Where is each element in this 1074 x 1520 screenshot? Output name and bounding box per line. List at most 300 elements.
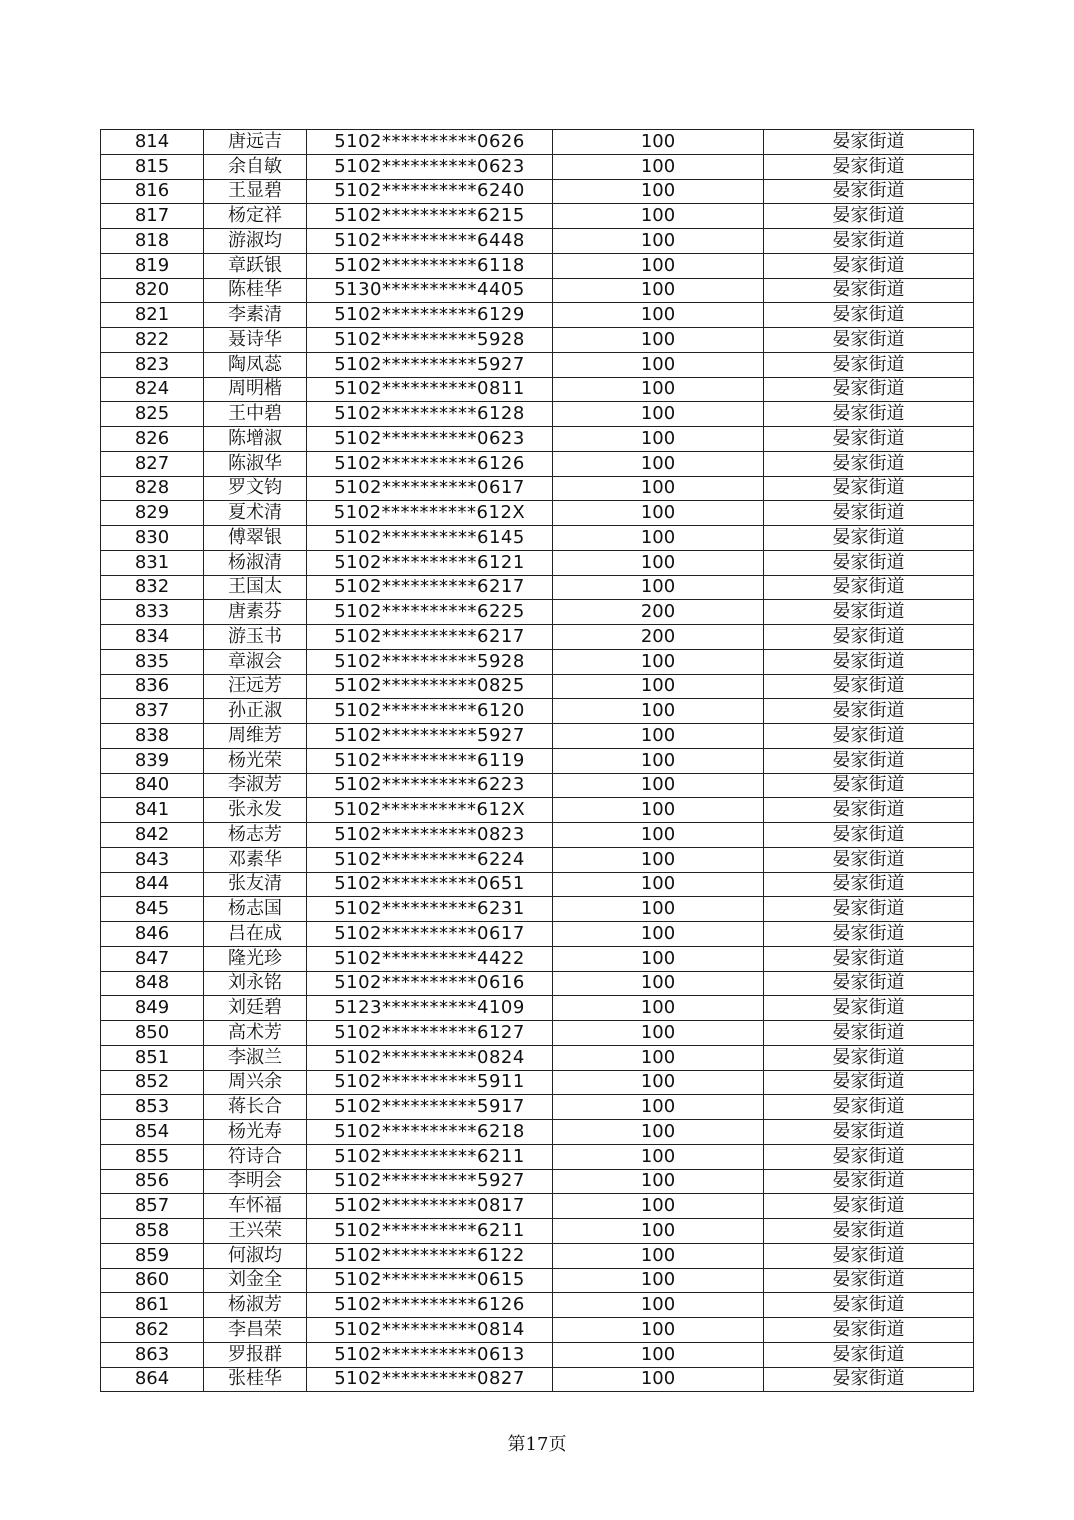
name-cell: 周维芳 [204, 724, 307, 749]
name-cell: 罗文钧 [204, 476, 307, 501]
name-cell: 陈淑华 [204, 451, 307, 476]
id-number-cell: 5102**********6120 [307, 699, 553, 724]
amount-cell: 100 [553, 154, 764, 179]
row-number-cell: 819 [101, 253, 204, 278]
id-number-cell: 5102**********5927 [307, 724, 553, 749]
amount-cell: 100 [553, 823, 764, 848]
subdistrict-cell: 晏家街道 [764, 600, 974, 625]
name-cell: 高术芳 [204, 1021, 307, 1046]
subdistrict-cell: 晏家街道 [764, 427, 974, 452]
name-cell: 汪远芳 [204, 674, 307, 699]
amount-cell: 100 [553, 303, 764, 328]
amount-cell: 100 [553, 1268, 764, 1293]
subdistrict-cell: 晏家街道 [764, 847, 974, 872]
name-cell: 章淑会 [204, 649, 307, 674]
amount-cell: 100 [553, 922, 764, 947]
amount-cell: 100 [553, 946, 764, 971]
amount-cell: 100 [553, 402, 764, 427]
table-row [101, 897, 974, 922]
amount-cell: 100 [553, 748, 764, 773]
id-number-cell: 5102**********6211 [307, 1144, 553, 1169]
row-number-cell: 860 [101, 1268, 204, 1293]
amount-cell: 100 [553, 847, 764, 872]
subdistrict-cell: 晏家街道 [764, 798, 974, 823]
id-number-cell: 5102**********0613 [307, 1342, 553, 1367]
amount-cell: 100 [553, 897, 764, 922]
amount-cell: 100 [553, 476, 764, 501]
id-number-cell: 5102**********6225 [307, 600, 553, 625]
id-number-cell: 5102**********0615 [307, 1268, 553, 1293]
amount-cell: 100 [553, 699, 764, 724]
row-number-cell: 834 [101, 625, 204, 650]
subdistrict-cell: 晏家街道 [764, 1194, 974, 1219]
name-cell: 蒋长合 [204, 1095, 307, 1120]
row-number-cell: 849 [101, 996, 204, 1021]
id-number-cell: 5102**********6129 [307, 303, 553, 328]
name-cell: 周明楷 [204, 377, 307, 402]
row-number-cell: 832 [101, 575, 204, 600]
id-number-cell: 5102**********0651 [307, 872, 553, 897]
table-row [101, 724, 974, 749]
table-row [101, 625, 974, 650]
row-number-cell: 818 [101, 229, 204, 254]
amount-cell: 100 [553, 229, 764, 254]
id-number-cell: 5102**********0623 [307, 427, 553, 452]
table-row [101, 402, 974, 427]
name-cell: 李淑兰 [204, 1045, 307, 1070]
subdistrict-cell: 晏家街道 [764, 352, 974, 377]
table-row [101, 328, 974, 353]
amount-cell: 100 [553, 204, 764, 229]
amount-cell: 200 [553, 625, 764, 650]
name-cell: 唐远吉 [204, 130, 307, 155]
row-number-cell: 863 [101, 1342, 204, 1367]
table-row [101, 1021, 974, 1046]
table-row [101, 550, 974, 575]
id-number-cell: 5102**********6118 [307, 253, 553, 278]
name-cell: 张友清 [204, 872, 307, 897]
table-row [101, 1318, 974, 1343]
table-row [101, 1070, 974, 1095]
id-number-cell: 5102**********6217 [307, 625, 553, 650]
name-cell: 王显碧 [204, 179, 307, 204]
row-number-cell: 838 [101, 724, 204, 749]
row-number-cell: 815 [101, 154, 204, 179]
name-cell: 章跃银 [204, 253, 307, 278]
table-row [101, 600, 974, 625]
row-number-cell: 852 [101, 1070, 204, 1095]
amount-cell: 100 [553, 1243, 764, 1268]
table-row [101, 823, 974, 848]
id-number-cell: 5102**********0626 [307, 130, 553, 155]
row-number-cell: 822 [101, 328, 204, 353]
row-number-cell: 847 [101, 946, 204, 971]
name-cell: 车怀福 [204, 1194, 307, 1219]
name-cell: 何淑均 [204, 1243, 307, 1268]
row-number-cell: 848 [101, 971, 204, 996]
amount-cell: 100 [553, 1045, 764, 1070]
amount-cell: 100 [553, 773, 764, 798]
name-cell: 张永发 [204, 798, 307, 823]
subdistrict-cell: 晏家街道 [764, 526, 974, 551]
table-row [101, 674, 974, 699]
id-number-cell: 5102**********6224 [307, 847, 553, 872]
row-number-cell: 864 [101, 1367, 204, 1392]
amount-cell: 100 [553, 798, 764, 823]
name-cell: 傅翠银 [204, 526, 307, 551]
amount-cell: 100 [553, 1367, 764, 1392]
subdistrict-cell: 晏家街道 [764, 402, 974, 427]
amount-cell: 100 [553, 1070, 764, 1095]
row-number-cell: 821 [101, 303, 204, 328]
id-number-cell: 5102**********6215 [307, 204, 553, 229]
name-cell: 杨光寿 [204, 1120, 307, 1145]
row-number-cell: 845 [101, 897, 204, 922]
name-cell: 杨淑清 [204, 550, 307, 575]
subdistrict-cell: 晏家街道 [764, 674, 974, 699]
table-row [101, 1342, 974, 1367]
table-row [101, 946, 974, 971]
subdistrict-cell: 晏家街道 [764, 1342, 974, 1367]
amount-cell: 100 [553, 971, 764, 996]
roster-table [100, 129, 974, 1392]
subdistrict-cell: 晏家街道 [764, 1367, 974, 1392]
id-number-cell: 5102**********6211 [307, 1219, 553, 1244]
row-number-cell: 853 [101, 1095, 204, 1120]
name-cell: 唐素芬 [204, 600, 307, 625]
table-row [101, 1045, 974, 1070]
amount-cell: 100 [553, 501, 764, 526]
table-row [101, 971, 974, 996]
row-number-cell: 839 [101, 748, 204, 773]
amount-cell: 100 [553, 253, 764, 278]
id-number-cell: 5102**********0811 [307, 377, 553, 402]
row-number-cell: 829 [101, 501, 204, 526]
subdistrict-cell: 晏家街道 [764, 625, 974, 650]
id-number-cell: 5102**********6240 [307, 179, 553, 204]
name-cell: 游淑均 [204, 229, 307, 254]
row-number-cell: 840 [101, 773, 204, 798]
name-cell: 刘金全 [204, 1268, 307, 1293]
table-row [101, 303, 974, 328]
row-number-cell: 861 [101, 1293, 204, 1318]
id-number-cell: 5102**********6448 [307, 229, 553, 254]
table-row [101, 451, 974, 476]
amount-cell: 100 [553, 1144, 764, 1169]
subdistrict-cell: 晏家街道 [764, 1268, 974, 1293]
row-number-cell: 854 [101, 1120, 204, 1145]
name-cell: 杨志芳 [204, 823, 307, 848]
table-row [101, 278, 974, 303]
row-number-cell: 846 [101, 922, 204, 947]
amount-cell: 100 [553, 1342, 764, 1367]
subdistrict-cell: 晏家街道 [764, 253, 974, 278]
name-cell: 余自敏 [204, 154, 307, 179]
row-number-cell: 857 [101, 1194, 204, 1219]
subdistrict-cell: 晏家街道 [764, 872, 974, 897]
subdistrict-cell: 晏家街道 [764, 1070, 974, 1095]
subdistrict-cell: 晏家街道 [764, 773, 974, 798]
id-number-cell: 5102**********0617 [307, 476, 553, 501]
table-row [101, 1120, 974, 1145]
row-number-cell: 825 [101, 402, 204, 427]
amount-cell: 100 [553, 1021, 764, 1046]
name-cell: 周兴余 [204, 1070, 307, 1095]
id-number-cell: 5102**********5928 [307, 649, 553, 674]
id-number-cell: 5102**********612X [307, 501, 553, 526]
row-number-cell: 842 [101, 823, 204, 848]
amount-cell: 100 [553, 1318, 764, 1343]
subdistrict-cell: 晏家街道 [764, 1219, 974, 1244]
id-number-cell: 5102**********5917 [307, 1095, 553, 1120]
id-number-cell: 5102**********5911 [307, 1070, 553, 1095]
table-row [101, 699, 974, 724]
row-number-cell: 841 [101, 798, 204, 823]
id-number-cell: 5102**********0817 [307, 1194, 553, 1219]
id-number-cell: 5102**********6145 [307, 526, 553, 551]
table-row [101, 922, 974, 947]
name-cell: 杨志国 [204, 897, 307, 922]
amount-cell: 100 [553, 649, 764, 674]
row-number-cell: 836 [101, 674, 204, 699]
row-number-cell: 843 [101, 847, 204, 872]
row-number-cell: 858 [101, 1219, 204, 1244]
id-number-cell: 5123**********4109 [307, 996, 553, 1021]
id-number-cell: 5102**********6121 [307, 550, 553, 575]
amount-cell: 100 [553, 872, 764, 897]
subdistrict-cell: 晏家街道 [764, 699, 974, 724]
id-number-cell: 5102**********0824 [307, 1045, 553, 1070]
id-number-cell: 5102**********6122 [307, 1243, 553, 1268]
id-number-cell: 5102**********6127 [307, 1021, 553, 1046]
amount-cell: 100 [553, 550, 764, 575]
table-row [101, 1194, 974, 1219]
id-number-cell: 5102**********4422 [307, 946, 553, 971]
amount-cell: 100 [553, 130, 764, 155]
amount-cell: 100 [553, 1293, 764, 1318]
name-cell: 李昌荣 [204, 1318, 307, 1343]
table-row [101, 872, 974, 897]
table-row [101, 154, 974, 179]
row-number-cell: 827 [101, 451, 204, 476]
name-cell: 杨淑芳 [204, 1293, 307, 1318]
name-cell: 陈增淑 [204, 427, 307, 452]
name-cell: 夏术清 [204, 501, 307, 526]
table-row [101, 427, 974, 452]
roster-table-body [101, 130, 974, 1392]
amount-cell: 100 [553, 526, 764, 551]
row-number-cell: 823 [101, 352, 204, 377]
row-number-cell: 824 [101, 377, 204, 402]
subdistrict-cell: 晏家街道 [764, 179, 974, 204]
amount-cell: 100 [553, 1219, 764, 1244]
row-number-cell: 837 [101, 699, 204, 724]
subdistrict-cell: 晏家街道 [764, 1045, 974, 1070]
subdistrict-cell: 晏家街道 [764, 823, 974, 848]
name-cell: 杨定祥 [204, 204, 307, 229]
id-number-cell: 5102**********6119 [307, 748, 553, 773]
row-number-cell: 850 [101, 1021, 204, 1046]
table-row [101, 748, 974, 773]
amount-cell: 100 [553, 377, 764, 402]
id-number-cell: 5102**********0617 [307, 922, 553, 947]
subdistrict-cell: 晏家街道 [764, 130, 974, 155]
row-number-cell: 820 [101, 278, 204, 303]
id-number-cell: 5102**********0823 [307, 823, 553, 848]
name-cell: 陶凤蕊 [204, 352, 307, 377]
id-number-cell: 5102**********6126 [307, 1293, 553, 1318]
subdistrict-cell: 晏家街道 [764, 1243, 974, 1268]
row-number-cell: 862 [101, 1318, 204, 1343]
subdistrict-cell: 晏家街道 [764, 303, 974, 328]
row-number-cell: 835 [101, 649, 204, 674]
table-row [101, 1243, 974, 1268]
id-number-cell: 5102**********5927 [307, 1169, 553, 1194]
subdistrict-cell: 晏家街道 [764, 748, 974, 773]
subdistrict-cell: 晏家街道 [764, 922, 974, 947]
name-cell: 隆光珍 [204, 946, 307, 971]
id-number-cell: 5102**********6223 [307, 773, 553, 798]
table-row [101, 1293, 974, 1318]
subdistrict-cell: 晏家街道 [764, 1095, 974, 1120]
subdistrict-cell: 晏家街道 [764, 649, 974, 674]
name-cell: 游玉书 [204, 625, 307, 650]
subdistrict-cell: 晏家街道 [764, 377, 974, 402]
table-row [101, 1095, 974, 1120]
table-row [101, 996, 974, 1021]
amount-cell: 100 [553, 724, 764, 749]
amount-cell: 100 [553, 996, 764, 1021]
table-row [101, 130, 974, 155]
table-row [101, 476, 974, 501]
subdistrict-cell: 晏家街道 [764, 229, 974, 254]
id-number-cell: 5130**********4405 [307, 278, 553, 303]
name-cell: 刘永铭 [204, 971, 307, 996]
table-row [101, 1367, 974, 1392]
amount-cell: 100 [553, 674, 764, 699]
id-number-cell: 5102**********0825 [307, 674, 553, 699]
id-number-cell: 5102**********6231 [307, 897, 553, 922]
table-row [101, 1219, 974, 1244]
table-row [101, 847, 974, 872]
id-number-cell: 5102**********0623 [307, 154, 553, 179]
row-number-cell: 833 [101, 600, 204, 625]
name-cell: 李素清 [204, 303, 307, 328]
table-row [101, 377, 974, 402]
table-row [101, 1268, 974, 1293]
name-cell: 李明会 [204, 1169, 307, 1194]
row-number-cell: 831 [101, 550, 204, 575]
subdistrict-cell: 晏家街道 [764, 204, 974, 229]
table-row [101, 773, 974, 798]
subdistrict-cell: 晏家街道 [764, 476, 974, 501]
id-number-cell: 5102**********6126 [307, 451, 553, 476]
table-row [101, 204, 974, 229]
table-row [101, 798, 974, 823]
table-row [101, 352, 974, 377]
amount-cell: 100 [553, 1194, 764, 1219]
subdistrict-cell: 晏家街道 [764, 451, 974, 476]
name-cell: 陈桂华 [204, 278, 307, 303]
subdistrict-cell: 晏家街道 [764, 1021, 974, 1046]
id-number-cell: 5102**********0814 [307, 1318, 553, 1343]
amount-cell: 100 [553, 1095, 764, 1120]
id-number-cell: 5102**********0827 [307, 1367, 553, 1392]
amount-cell: 100 [553, 575, 764, 600]
name-cell: 聂诗华 [204, 328, 307, 353]
row-number-cell: 817 [101, 204, 204, 229]
table-row [101, 229, 974, 254]
subdistrict-cell: 晏家街道 [764, 724, 974, 749]
amount-cell: 100 [553, 352, 764, 377]
row-number-cell: 814 [101, 130, 204, 155]
amount-cell: 100 [553, 328, 764, 353]
name-cell: 符诗合 [204, 1144, 307, 1169]
subdistrict-cell: 晏家街道 [764, 996, 974, 1021]
table-row [101, 1169, 974, 1194]
row-number-cell: 826 [101, 427, 204, 452]
subdistrict-cell: 晏家街道 [764, 1144, 974, 1169]
id-number-cell: 5102**********0616 [307, 971, 553, 996]
page-number: 第17页 [507, 1434, 567, 1455]
row-number-cell: 855 [101, 1144, 204, 1169]
row-number-cell: 859 [101, 1243, 204, 1268]
row-number-cell: 828 [101, 476, 204, 501]
subdistrict-cell: 晏家街道 [764, 278, 974, 303]
table-row [101, 501, 974, 526]
row-number-cell: 816 [101, 179, 204, 204]
subdistrict-cell: 晏家街道 [764, 501, 974, 526]
subdistrict-cell: 晏家街道 [764, 328, 974, 353]
name-cell: 李淑芳 [204, 773, 307, 798]
amount-cell: 100 [553, 1169, 764, 1194]
row-number-cell: 830 [101, 526, 204, 551]
amount-cell: 100 [553, 451, 764, 476]
subdistrict-cell: 晏家街道 [764, 897, 974, 922]
id-number-cell: 5102**********5927 [307, 352, 553, 377]
amount-cell: 100 [553, 179, 764, 204]
row-number-cell: 856 [101, 1169, 204, 1194]
name-cell: 王中碧 [204, 402, 307, 427]
name-cell: 张桂华 [204, 1367, 307, 1392]
amount-cell: 100 [553, 427, 764, 452]
name-cell: 罗报群 [204, 1342, 307, 1367]
id-number-cell: 5102**********6128 [307, 402, 553, 427]
id-number-cell: 5102**********6218 [307, 1120, 553, 1145]
table-row [101, 253, 974, 278]
amount-cell: 200 [553, 600, 764, 625]
row-number-cell: 851 [101, 1045, 204, 1070]
subdistrict-cell: 晏家街道 [764, 971, 974, 996]
name-cell: 刘廷碧 [204, 996, 307, 1021]
name-cell: 杨光荣 [204, 748, 307, 773]
subdistrict-cell: 晏家街道 [764, 1318, 974, 1343]
subdistrict-cell: 晏家街道 [764, 946, 974, 971]
row-number-cell: 844 [101, 872, 204, 897]
subdistrict-cell: 晏家街道 [764, 575, 974, 600]
subdistrict-cell: 晏家街道 [764, 550, 974, 575]
table-row [101, 649, 974, 674]
subdistrict-cell: 晏家街道 [764, 1120, 974, 1145]
table-row [101, 1144, 974, 1169]
table-row [101, 179, 974, 204]
subdistrict-cell: 晏家街道 [764, 1169, 974, 1194]
id-number-cell: 5102**********5928 [307, 328, 553, 353]
name-cell: 邓素华 [204, 847, 307, 872]
name-cell: 王兴荣 [204, 1219, 307, 1244]
name-cell: 王国太 [204, 575, 307, 600]
name-cell: 吕在成 [204, 922, 307, 947]
